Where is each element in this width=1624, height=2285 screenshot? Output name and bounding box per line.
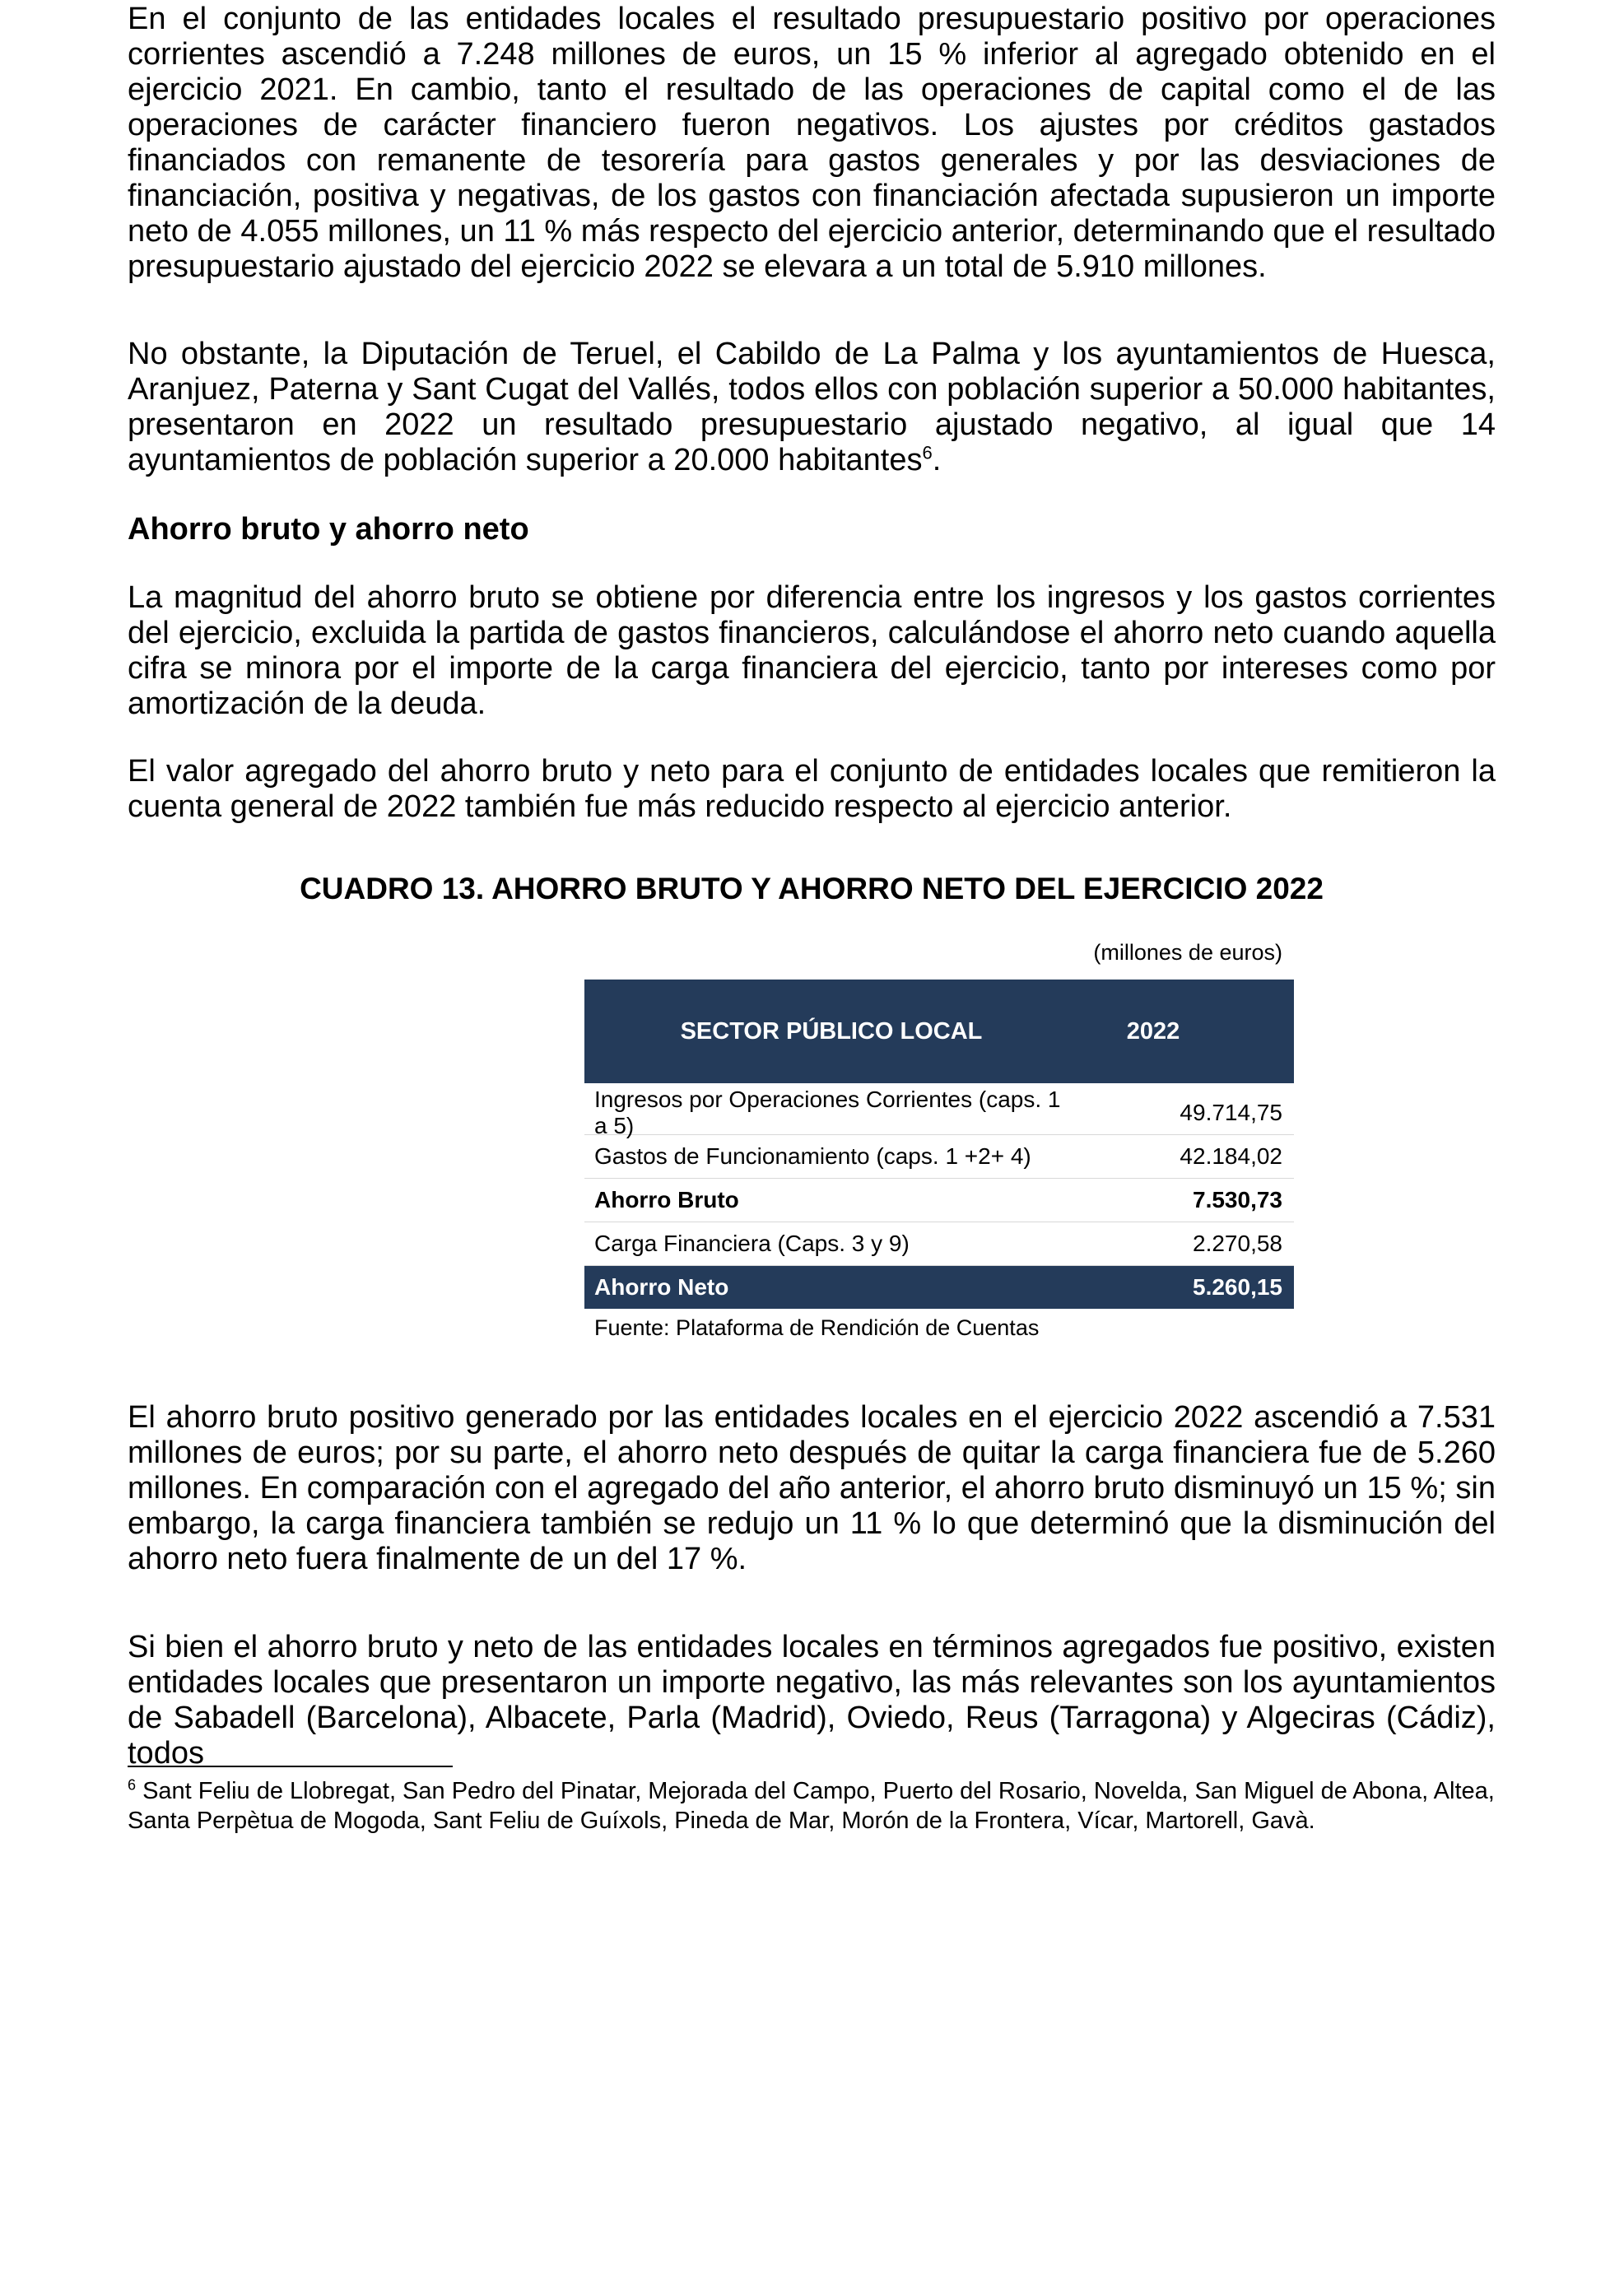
footnote-divider: [128, 1766, 453, 1767]
footnote: [128, 1776, 1496, 1836]
row-value: 42.184,02: [1180, 1143, 1282, 1169]
row-label: Carga Financiera (Caps. 3 y 9): [594, 1231, 910, 1256]
row-value: 49.714,75: [1180, 1100, 1282, 1125]
table-header: [584, 980, 1294, 1083]
table-title: CUADRO 13. AHORRO BRUTO Y AHORRO NETO DEL EJERCICIO 2022: [300, 872, 1324, 905]
footnote-number: 6: [128, 1776, 137, 1794]
ahorro-table: [584, 938, 1294, 1342]
table-row-total: [584, 1266, 1294, 1309]
table-source: Fuente: Plataforma de Rendición de Cuentas: [594, 1315, 1040, 1340]
table-row: [584, 1135, 1294, 1179]
table-units: (millones de euros): [1093, 940, 1282, 965]
footnote-text: Sant Feliu de Llobregat, San Pedro del Pinatar, Mejorada del Campo, Puerto del Rosario, Novelda, San Miguel de Abona, Altea, Santa Perpètua de Mogoda, Sant Feliu de Guíxols, Pineda de Mar, Morón de la Frontera, Vícar, Martorell, Gavà.: [128, 1778, 1495, 1834]
section-heading: Ahorro bruto y ahorro neto: [128, 512, 529, 547]
table-row: [584, 1087, 1294, 1138]
paragraph-valor-agregado: El valor agregado del ahorro bruto y neto para el conjunto de entidades locales que remitieron la cuenta general de 2022 también fue más reducido respecto al ejercicio anterior.: [128, 754, 1496, 824]
paragraph-ahorro-bruto: El ahorro bruto positivo generado por las entidades locales en el ejercicio 2022 ascendió a 7.531 millones de euros; por su parte, el ahorro neto después de quitar la carga financiera fue de 5.260 millones. En comparación con el agregado del año anterior, el ahorro bruto disminuyó un 15 %; sin embargo, la carga financiera también se redujo un 11 % lo que determinó que la disminución del ahorro neto fuera finalmente de un del 17 %.: [128, 1400, 1496, 1576]
row-value: 7.530,73: [1193, 1187, 1282, 1212]
table-header-sector: SECTOR PÚBLICO LOCAL: [680, 1017, 983, 1045]
row-label: Gastos de Funcionamiento (caps. 1 +2+ 4): [594, 1143, 1031, 1169]
row-label: Ingresos por Operaciones Corrientes (caps. 1 a 5): [594, 1087, 1061, 1138]
row-label: Ahorro Bruto: [594, 1187, 739, 1212]
paragraph-end: .: [932, 443, 942, 477]
paragraph-resultado-negativo: [128, 337, 1496, 478]
table-row: [584, 1179, 1294, 1222]
row-label: Ahorro Neto: [594, 1274, 729, 1300]
paragraph-text: No obstante, la Diputación de Teruel, el Cabildo de La Palma y los ayuntamientos de Huesca, Aranjuez, Paterna y Sant Cugat del Vallés, todos ellos con población superior a 50.000 habitantes, presentaron en 2022 un resultado presupuestario ajustado negativo, al igual que 14 ayuntamientos de población superior a 20.000 habitantes: [128, 337, 1496, 477]
table-body: [584, 1083, 1294, 1309]
row-value: 5.260,15: [1193, 1274, 1282, 1300]
footnote-reference[interactable]: 6: [922, 442, 933, 463]
table-header-year: 2022: [1126, 1017, 1180, 1045]
paragraph-ahorro-negativo: Si bien el ahorro bruto y neto de las entidades locales en términos agregados fue positivo, existen entidades locales que presentaron un importe negativo, las más relevantes son los ayuntamientos de Sabadell (Barcelona), Albacete, Parla (Madrid), Oviedo, Reus (Tarragona) y Algeciras (Cádiz), todos: [128, 1630, 1496, 1771]
table-row: [584, 1222, 1294, 1266]
paragraph-definicion-ahorro: La magnitud del ahorro bruto se obtiene por diferencia entre los ingresos y los gastos corrientes del ejercicio, excluida la partida de gastos financieros, calculándose el ahorro neto cuando aquella cifra se minora por el importe de la carga financiera del ejercicio, tanto por intereses como por amortización de la deuda.: [128, 580, 1496, 721]
row-value: 2.270,58: [1193, 1231, 1282, 1256]
paragraph-resultado-presupuestario: En el conjunto de las entidades locales el resultado presupuestario positivo por operaciones corrientes ascendió a 7.248 millones de euros, un 15 % inferior al agregado obtenido en el ejercicio 2021. En cambio, tanto el resultado de las operaciones de capital como el de las operaciones de carácter financiero fueron negativos. Los ajustes por créditos gastados financiados con remanente de tesorería para gastos generales y por las desviaciones de financiación, positiva y negativas, de los gastos con financiación afectada supusieron un importe neto de 4.055 millones, un 11 % más respecto del ejercicio anterior, determinando que el resultado presupuestario ajustado del ejercicio 2022 se elevara a un total de 5.910 millones.: [128, 2, 1496, 284]
